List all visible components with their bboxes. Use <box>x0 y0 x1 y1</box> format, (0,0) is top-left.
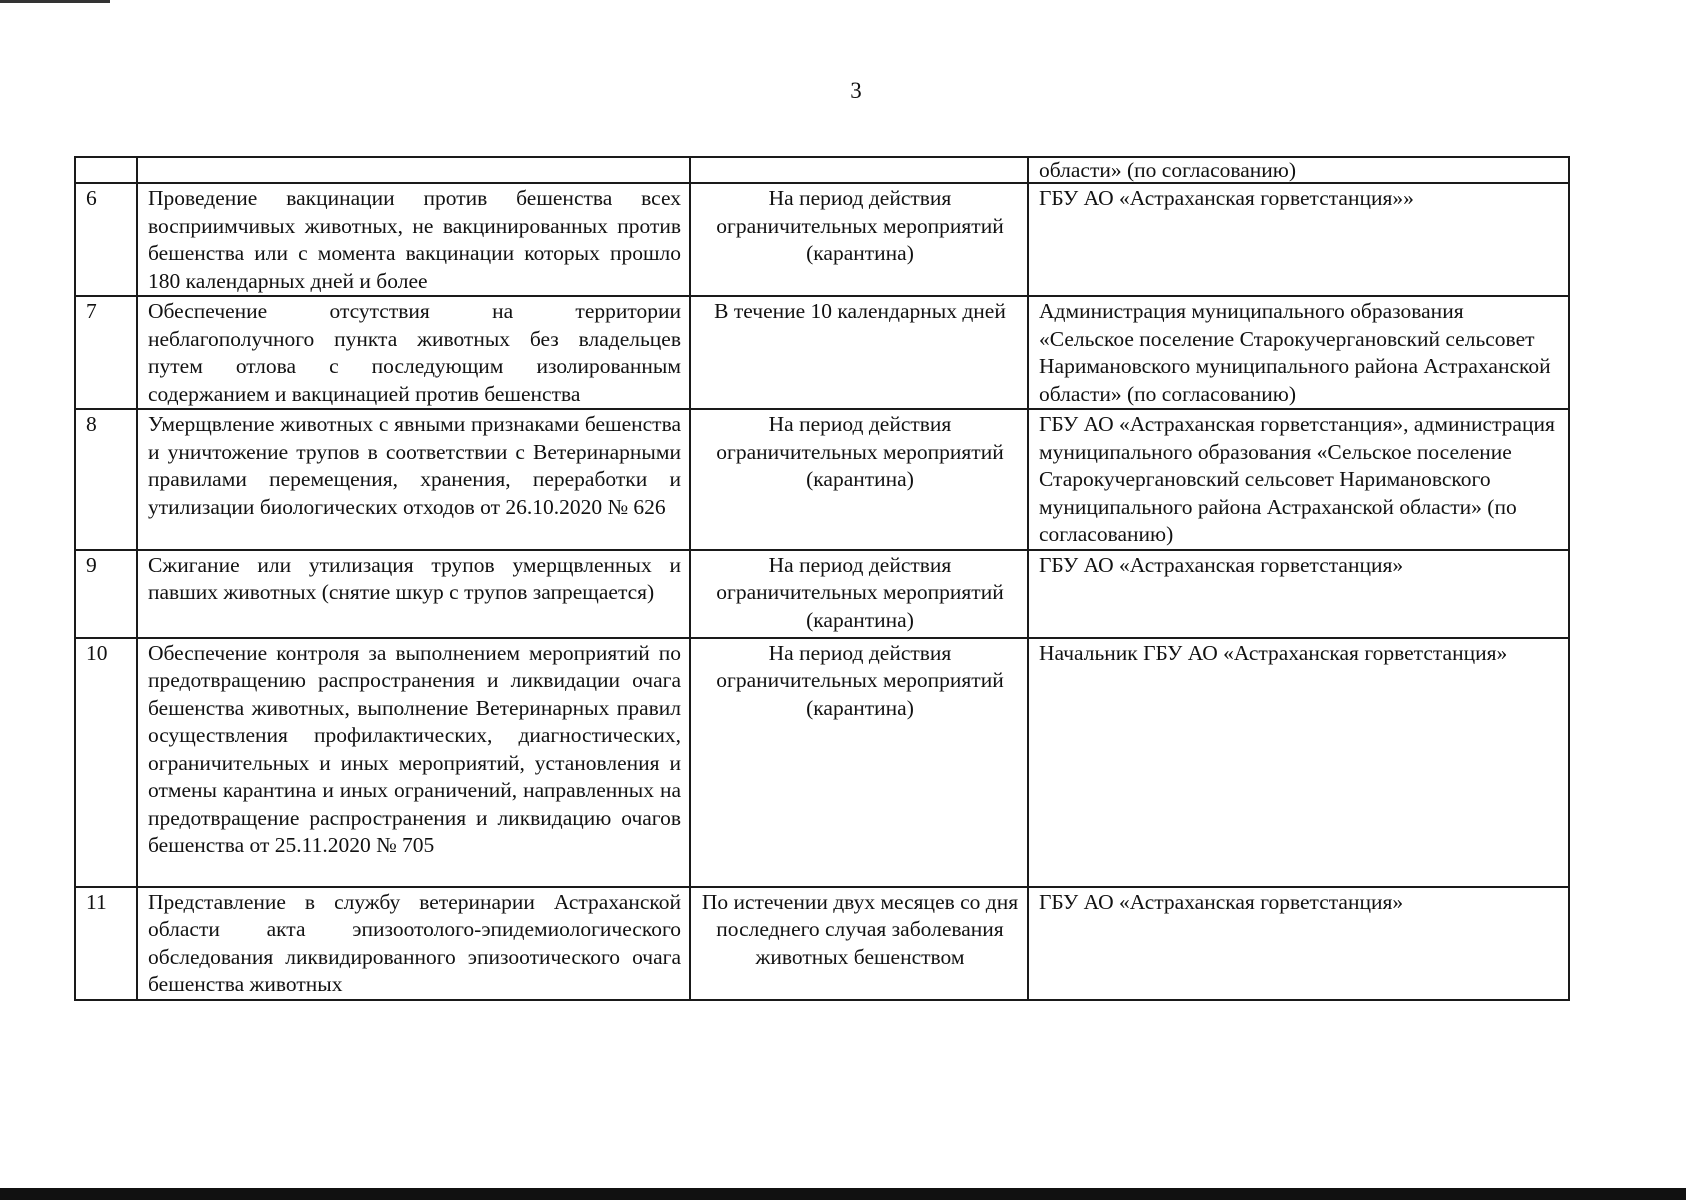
row-task: Представление в службу ветеринарии Астраханской области акта эпизоотолого-эпидемиологического обследования ликвидированного эпизоотического очага бешенства животных <box>137 887 690 1000</box>
measures-table-wrapper <box>74 156 1568 1001</box>
row-term <box>690 157 1028 183</box>
table-row <box>75 183 1569 296</box>
row-term: На период действия ограничительных мероприятий (карантина) <box>690 550 1028 638</box>
measures-table <box>74 156 1570 1001</box>
row-number: 7 <box>75 296 137 409</box>
row-task: Умерщвление животных с явными признаками бешенства и уничтожение трупов в соответствии с Ветеринарными правилами перемещения, хранения, переработки и утилизации биологических отходов от 26.10.2020 № 626 <box>137 409 690 550</box>
table-row-continued <box>75 157 1569 183</box>
table-row <box>75 887 1569 1000</box>
row-task: Обеспечение отсутствия на территории неблагополучного пункта животных без владельцев путем отлова с последующим изолированным содержанием и вакцинацией против бешенства <box>137 296 690 409</box>
row-number <box>75 157 137 183</box>
row-responsible: ГБУ АО «Астраханская горветстанция», администрация муниципального образования «Сельское поселение Старокучергановский сельсовет Наримановского муниципального района Астраханской области» (по согласованию) <box>1028 409 1569 550</box>
row-responsible: ГБУ АО «Астраханская горветстанция» <box>1028 887 1569 1000</box>
table-row <box>75 550 1569 638</box>
row-term: По истечении двух месяцев со дня последнего случая заболевания животных бешенством <box>690 887 1028 1000</box>
page-number: 3 <box>850 78 862 103</box>
table-row <box>75 638 1569 887</box>
row-task: Проведение вакцинации против бешенства всех восприимчивых животных, не вакцинированных против бешенства или с момента вакцинации которых прошло 180 календарных дней и более <box>137 183 690 296</box>
row-term: В течение 10 календарных дней <box>690 296 1028 409</box>
row-term: На период действия ограничительных мероприятий (карантина) <box>690 183 1028 296</box>
row-responsible: Начальник ГБУ АО «Астраханская горветстанция» <box>1028 638 1569 887</box>
row-number: 8 <box>75 409 137 550</box>
row-responsible: области» (по согласованию) <box>1028 157 1569 183</box>
row-task: Сжигание или утилизация трупов умерщвленных и павших животных (снятие шкур с трупов запрещается) <box>137 550 690 638</box>
row-term: На период действия ограничительных мероприятий (карантина) <box>690 409 1028 550</box>
row-responsible: ГБУ АО «Астраханская горветстанция» <box>1028 550 1569 638</box>
row-number: 9 <box>75 550 137 638</box>
row-term: На период действия ограничительных мероприятий (карантина) <box>690 638 1028 887</box>
table-row <box>75 409 1569 550</box>
row-responsible: Администрация муниципального образования «Сельское поселение Старокучергановский сельсовет Наримановского муниципального района Астраханской области» (по согласованию) <box>1028 296 1569 409</box>
scan-corner-mark <box>0 0 110 3</box>
scan-bottom-edge <box>0 1188 1686 1200</box>
row-number: 10 <box>75 638 137 887</box>
row-task: Обеспечение контроля за выполнением мероприятий по предотвращению распространения и ликвидации очага бешенства животных, выполнение Ветеринарных правил осуществления профилактических, диагностических, ограничительных и иных мероприятий, установления и отмены карантина и иных ограничений, направленных на предотвращение распространения и ликвидацию очагов бешенства от 25.11.2020 № 705 <box>137 638 690 887</box>
row-responsible: ГБУ АО «Астраханская горветстанция»» <box>1028 183 1569 296</box>
row-number: 6 <box>75 183 137 296</box>
table-row <box>75 296 1569 409</box>
row-task <box>137 157 690 183</box>
row-number: 11 <box>75 887 137 1000</box>
